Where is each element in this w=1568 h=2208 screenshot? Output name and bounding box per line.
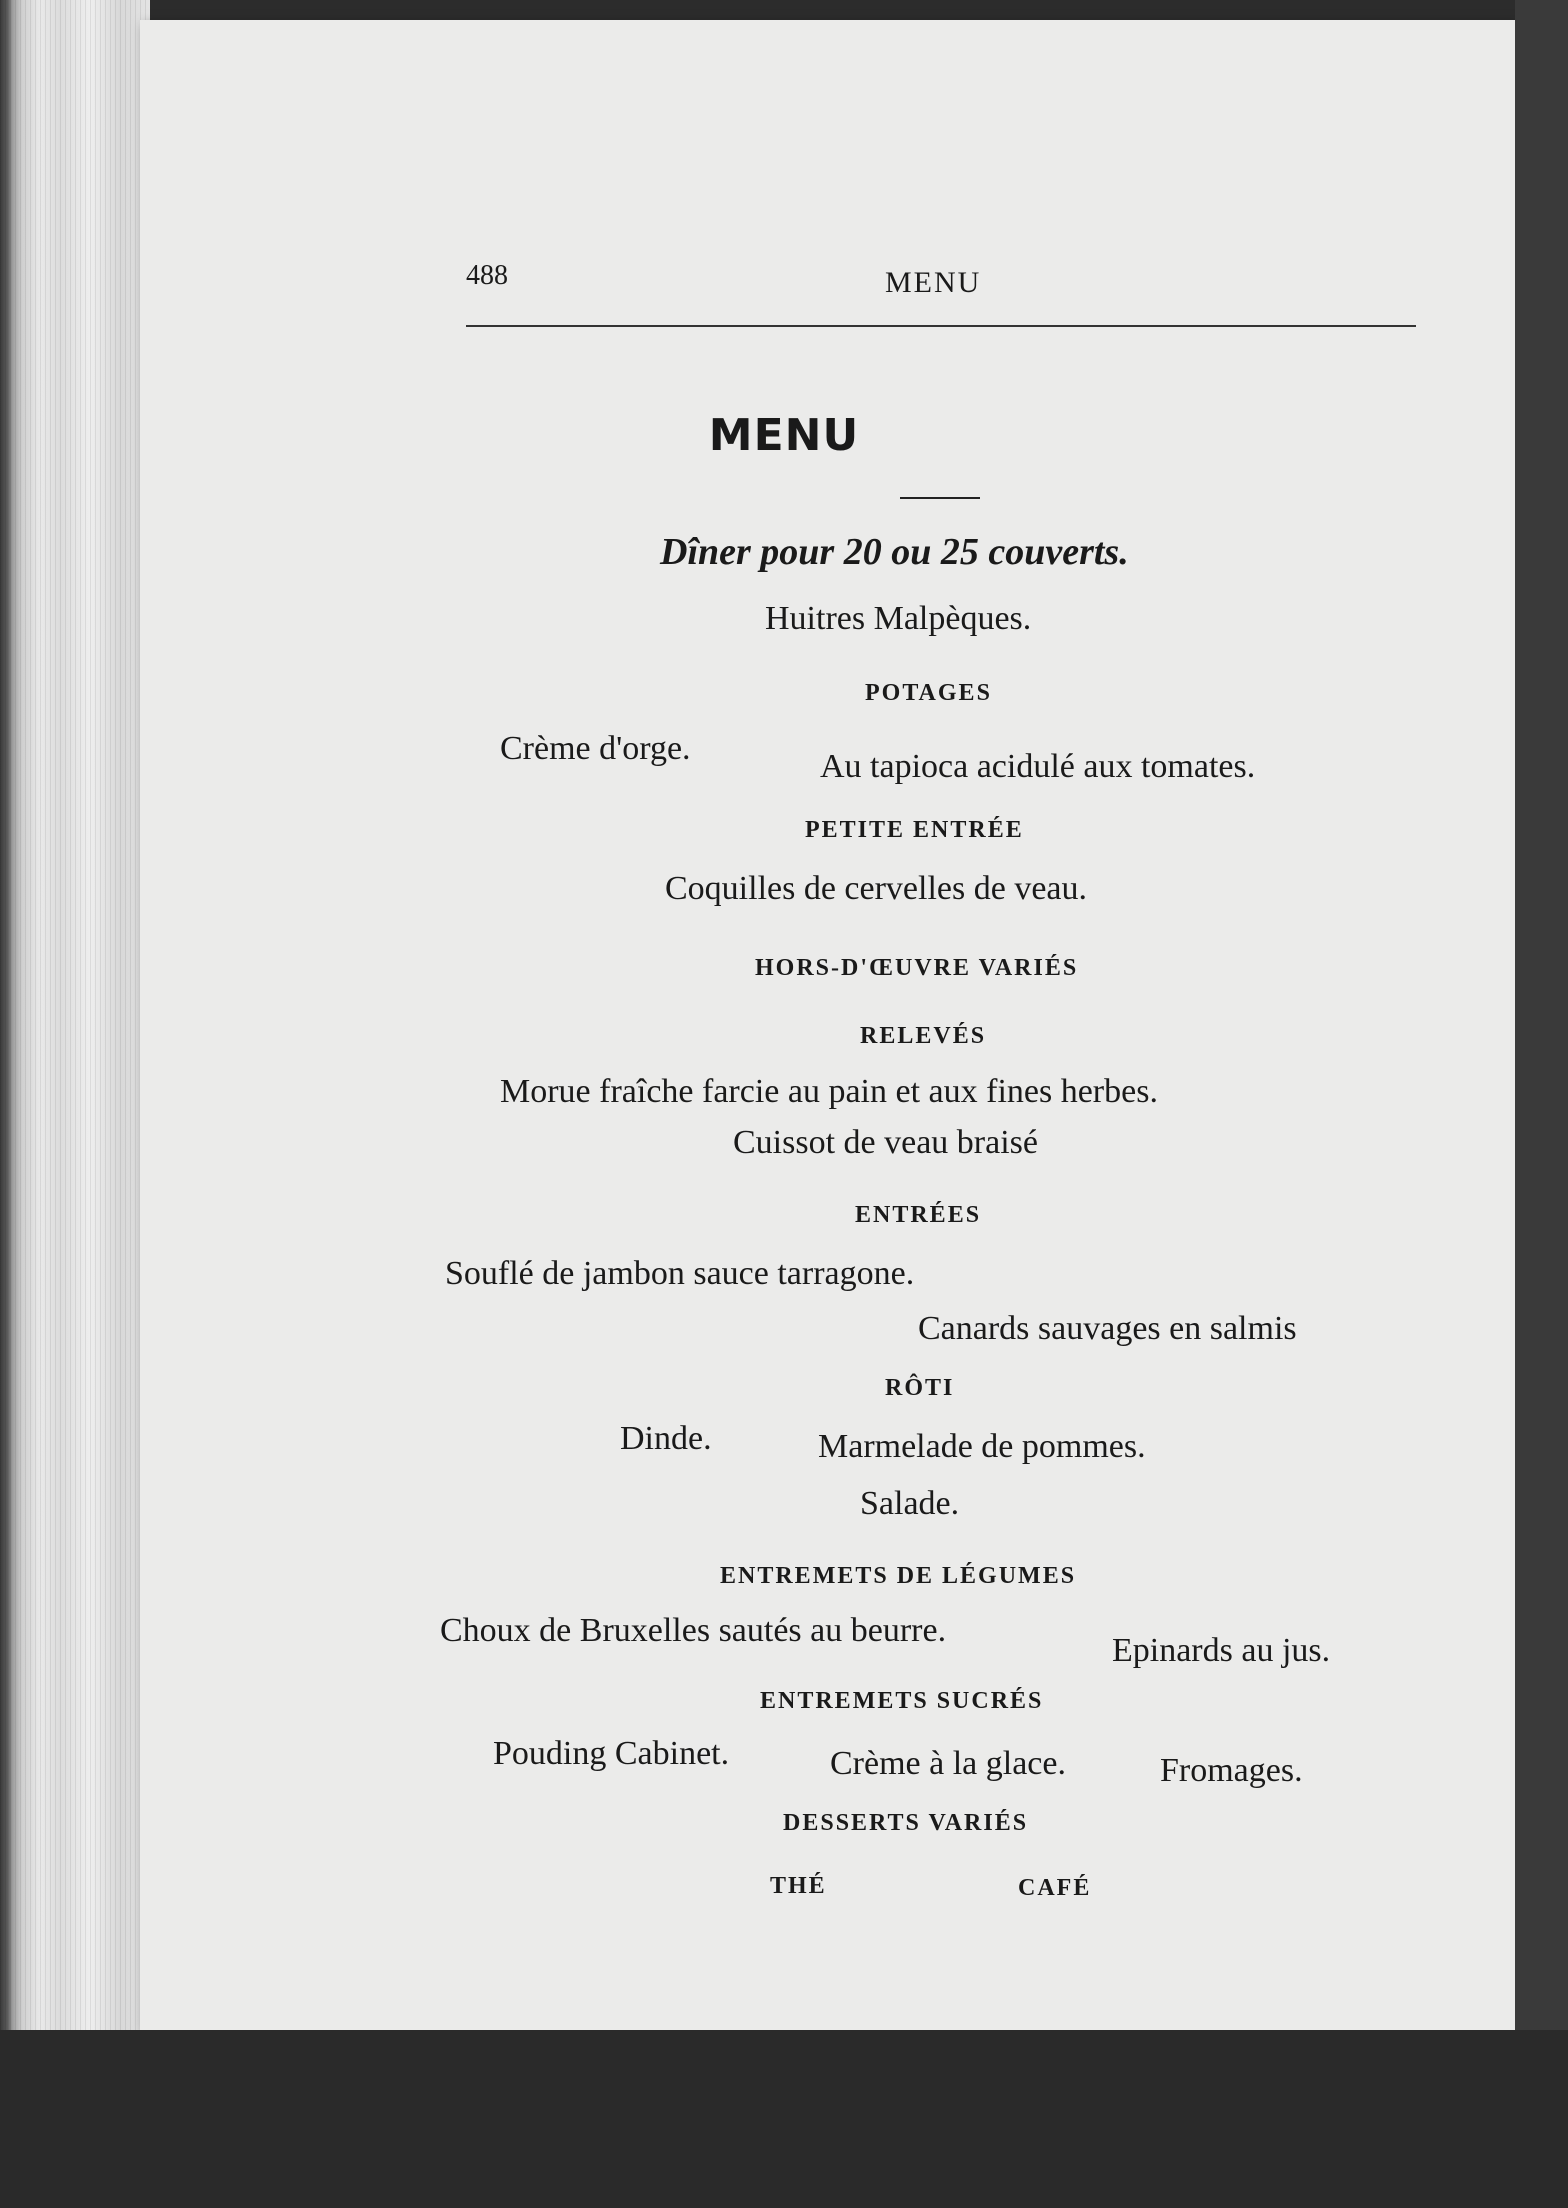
section-heading-potages: POTAGES [865, 680, 992, 706]
section-heading-hors-doeuvre: HORS-D'ŒUVRE VARIÉS [755, 955, 1079, 981]
section-heading-desserts: DESSERTS VARIÉS [783, 1810, 1029, 1836]
menu-item-cuissot: Cuissot de veau braisé [733, 1124, 1038, 1161]
section-heading-petite-entree: PETITE ENTRÉE [805, 817, 1024, 843]
menu-item-morue: Morue fraîche farcie au pain et aux fines herbes. [500, 1073, 1158, 1110]
menu-item-creme-glace: Crème à la glace. [830, 1745, 1066, 1782]
running-title: MENU [885, 266, 982, 299]
book-page-edges [0, 0, 150, 2208]
page-number: 488 [466, 260, 508, 291]
book-page [140, 20, 1515, 2030]
header-rule [466, 325, 1416, 327]
menu-item-dinde: Dinde. [620, 1420, 712, 1457]
menu-item-the: THÉ [770, 1873, 827, 1899]
menu-subtitle: Dîner pour 20 ou 25 couverts. [660, 531, 1129, 573]
section-heading-entremets-legumes: ENTREMETS DE LÉGUMES [720, 1563, 1077, 1589]
section-heading-releves: RELEVÉS [860, 1023, 987, 1049]
menu-item-creme-dorge: Crème d'orge. [500, 730, 691, 767]
menu-item-pouding: Pouding Cabinet. [493, 1735, 730, 1772]
menu-item-fromages: Fromages. [1160, 1752, 1303, 1789]
menu-item-coquilles: Coquilles de cervelles de veau. [665, 870, 1088, 907]
section-heading-roti: RÔTI [885, 1375, 955, 1401]
first-course: Huitres Malpèques. [765, 600, 1032, 637]
menu-item-salade: Salade. [860, 1485, 960, 1522]
background-strip-right [1515, 0, 1568, 2208]
menu-title: MENU [708, 410, 860, 461]
section-heading-entremets-sucres: ENTREMETS SUCRÉS [760, 1688, 1044, 1714]
title-rule [900, 497, 980, 499]
menu-item-epinards: Epinards au jus. [1112, 1632, 1331, 1669]
background-strip-bottom [0, 2030, 1568, 2208]
section-heading-entrees: ENTRÉES [855, 1202, 982, 1228]
menu-item-canards: Canards sauvages en salmis [918, 1310, 1297, 1347]
menu-item-cafe: CAFÉ [1018, 1875, 1092, 1901]
menu-item-soufle: Souflé de jambon sauce tarragone. [445, 1255, 915, 1292]
menu-item-marmelade: Marmelade de pommes. [818, 1428, 1146, 1465]
menu-item-tapioca: Au tapioca acidulé aux tomates. [820, 748, 1256, 785]
menu-item-choux: Choux de Bruxelles sautés au beurre. [440, 1612, 947, 1649]
